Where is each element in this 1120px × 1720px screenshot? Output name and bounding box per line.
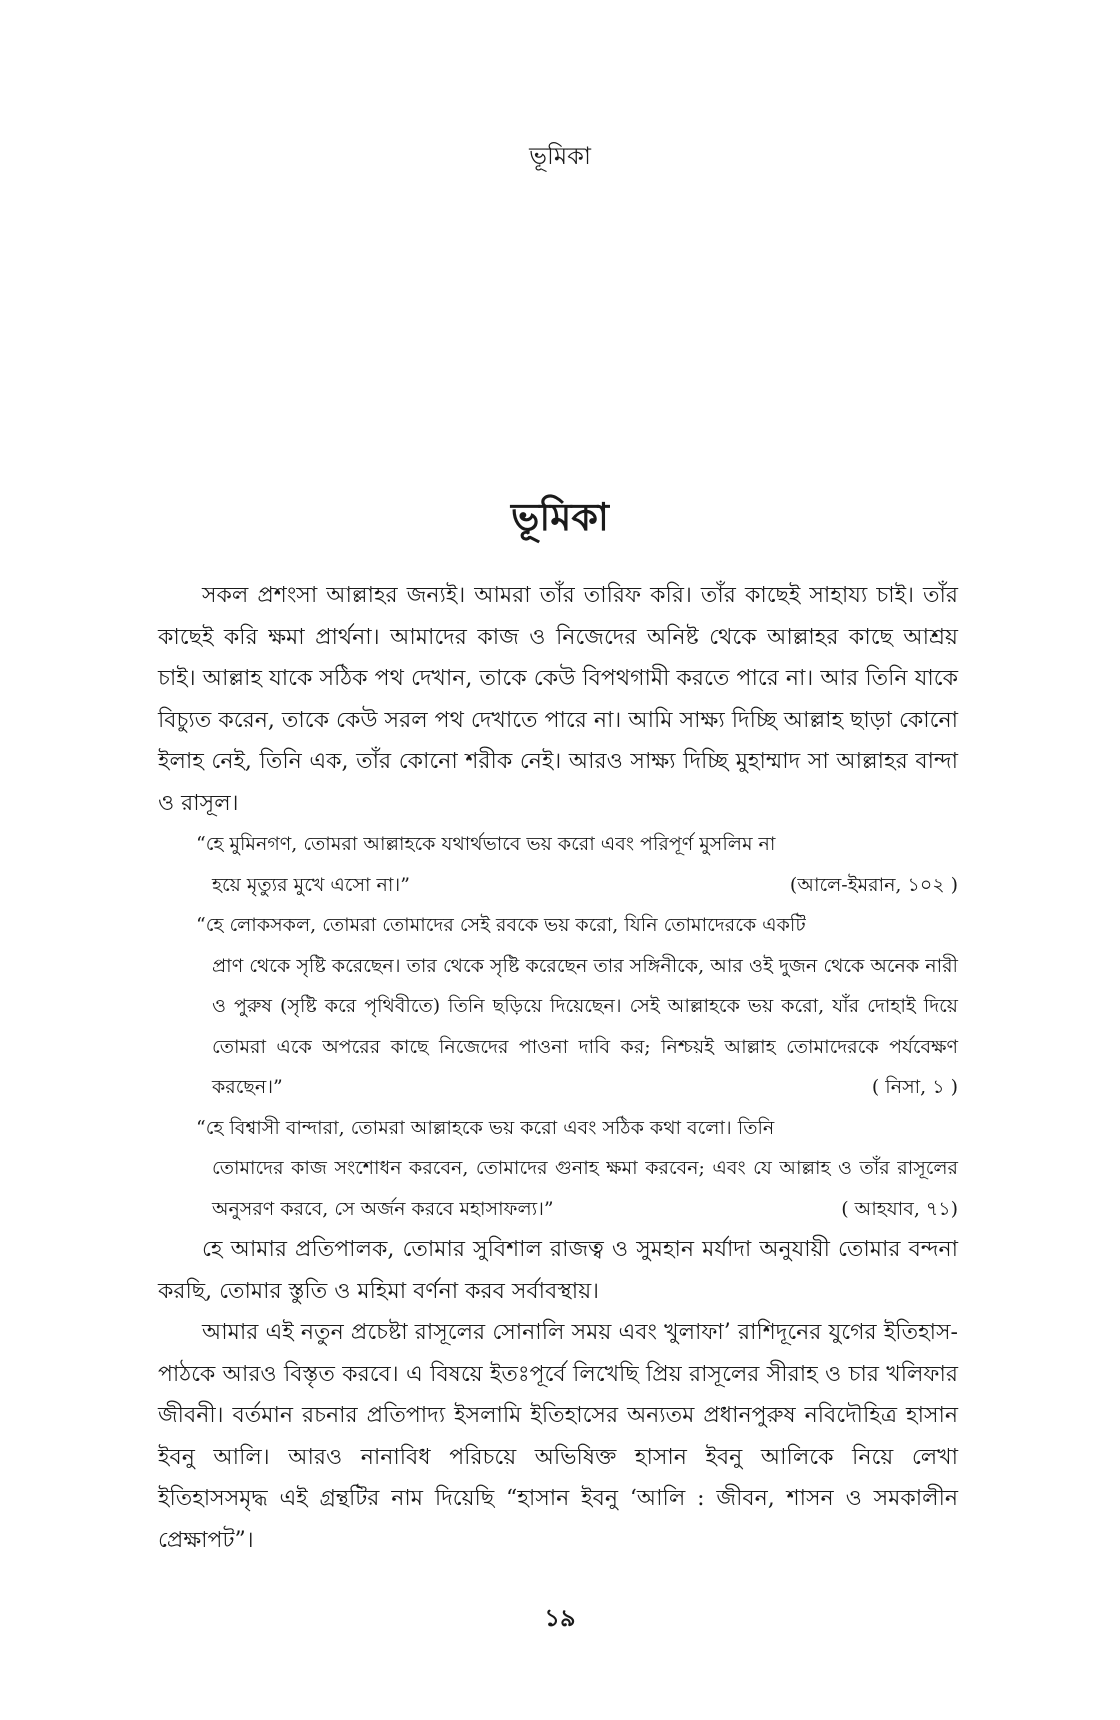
page-number: ১৯ <box>544 1603 576 1632</box>
quote-first-line: “হে লোকসকল, তোমরা তোমাদের সেই রবকে ভয় করো, যিনি তোমাদেরকে একটি <box>196 914 806 936</box>
quote-reference: ( নিসা, ১ ) <box>871 1076 958 1098</box>
quote-reference: ( আহযাব, ৭১) <box>841 1197 958 1220</box>
quote-block <box>196 1108 958 1230</box>
quote-first-line: “হে বিশ্বাসী বান্দারা, তোমরা আল্লাহকে ভয় করো এবং সঠিক কথা বলো। তিনি <box>196 1116 775 1139</box>
body-text <box>158 575 958 1561</box>
running-head: ভূমিকা <box>529 142 591 170</box>
prayer-paragraph: হে আমার প্রতিপালক, তোমার সুবিশাল রাজত্ব ও সুমহান মর্যাদা অনুযায়ী তোমার বন্দনা করছি, তোমার স্তুতি ও মহিমা বর্ণনা করব সর্বাবস্থায়। <box>158 1237 958 1304</box>
opening-paragraph: সকল প্রশংসা আল্লাহর জন্যই। আমরা তাঁর তারিফ করি। তাঁর কাছেই সাহায্য চাই। তাঁর কাছেই করি ক্ষমা প্রার্থনা। আমাদের কাজ ও নিজেদের অনিষ্ট থেকে আল্লাহর কাছে আশ্রয় চাই। আল্লাহ যাকে সঠিক পথ দেখান, তাকে কেউ বিপথগামী করতে পারে না। আর তিনি যাকে বিচ্যুত করেন, তাকে কেউ সরল পথ দেখাতে পারে না। আমি সাক্ষ্য দিচ্ছি আল্লাহ ছাড়া কোনো ইলাহ নেই, তিনি এক, তাঁর কোনো শরীক নেই। আরও সাক্ষ্য দিচ্ছি মুহাম্মাদ সা আল্লাহর বান্দা ও রাসূল। <box>158 583 958 816</box>
quote-first-line: “হে মুমিনগণ, তোমরা আল্লাহকে যথার্থভাবে ভয় করো এবং পরিপূর্ণ মুসলিম না <box>196 833 776 855</box>
book-intro-paragraph: আমার এই নতুন প্রচেষ্টা রাসূলের সোনালি সময় এবং খুলাফা’ রাশিদূনের যুগের ইতিহাস-পাঠকে আরও বিস্তৃত করবে। এ বিষয়ে ইতঃপূর্বে লিখেছি প্রিয় রাসূলের সীরাহ ও চার খলিফার জীবনী। বর্তমান রচনার প্রতিপাদ্য ইসলামি ইতিহাসের অন্যতম প্রধানপুরুষ নবিদৌহিত্র হাসান ইবনু আলি। আরও নানাবিধ পরিচয়ে অভিষিক্ত হাসান ইবনু আলিকে নিয়ে লেখা ইতিহাসসমৃদ্ধ এই গ্রন্থটির নাম দিয়েছি “হাসান ইবনু ‘আলি : জীবন, শাসন ও সমকালীন প্রেক্ষাপট”। <box>158 1320 958 1553</box>
quote-block <box>196 905 958 1108</box>
quote-continuation <box>196 946 958 1108</box>
quote-continuation <box>196 865 958 906</box>
quote-rest: হয়ে মৃত্যুর মুখে এসো না।” <box>212 873 410 896</box>
quote-block <box>196 824 958 905</box>
chapter-title: ভূমিকা <box>511 494 609 539</box>
quote-reference: (আলে-ইমরান, ১০২ ) <box>789 873 958 896</box>
quote-rest: তোমাদের কাজ সংশোধন করবেন, তোমাদের গুনাহ ক্ষমা করবেন; এবং যে আল্লাহ ও তাঁর রাসূলের অনুসরণ করবে, সে অর্জন করবে মহাসাফল্য।” <box>212 1157 958 1220</box>
quote-rest: প্রাণ থেকে সৃষ্টি করেছেন। তার থেকে সৃষ্টি করেছেন তার সঙ্গিনীকে, আর ওই দুজন থেকে অনেক নারী ও পুরুষ (সৃষ্টি করে পৃথিবীতে) তিনি ছড়িয়ে দিয়েছেন। সেই আল্লাহকে ভয় করো, যাঁর দোহাই দিয়ে তোমরা একে অপরের কাছে নিজেদের পাওনা দাবি কর; নিশ্চয়ই আল্লাহ তোমাদেরকে পর্যবেক্ষণ করছেন।” <box>212 954 958 1098</box>
quote-continuation <box>196 1148 958 1229</box>
